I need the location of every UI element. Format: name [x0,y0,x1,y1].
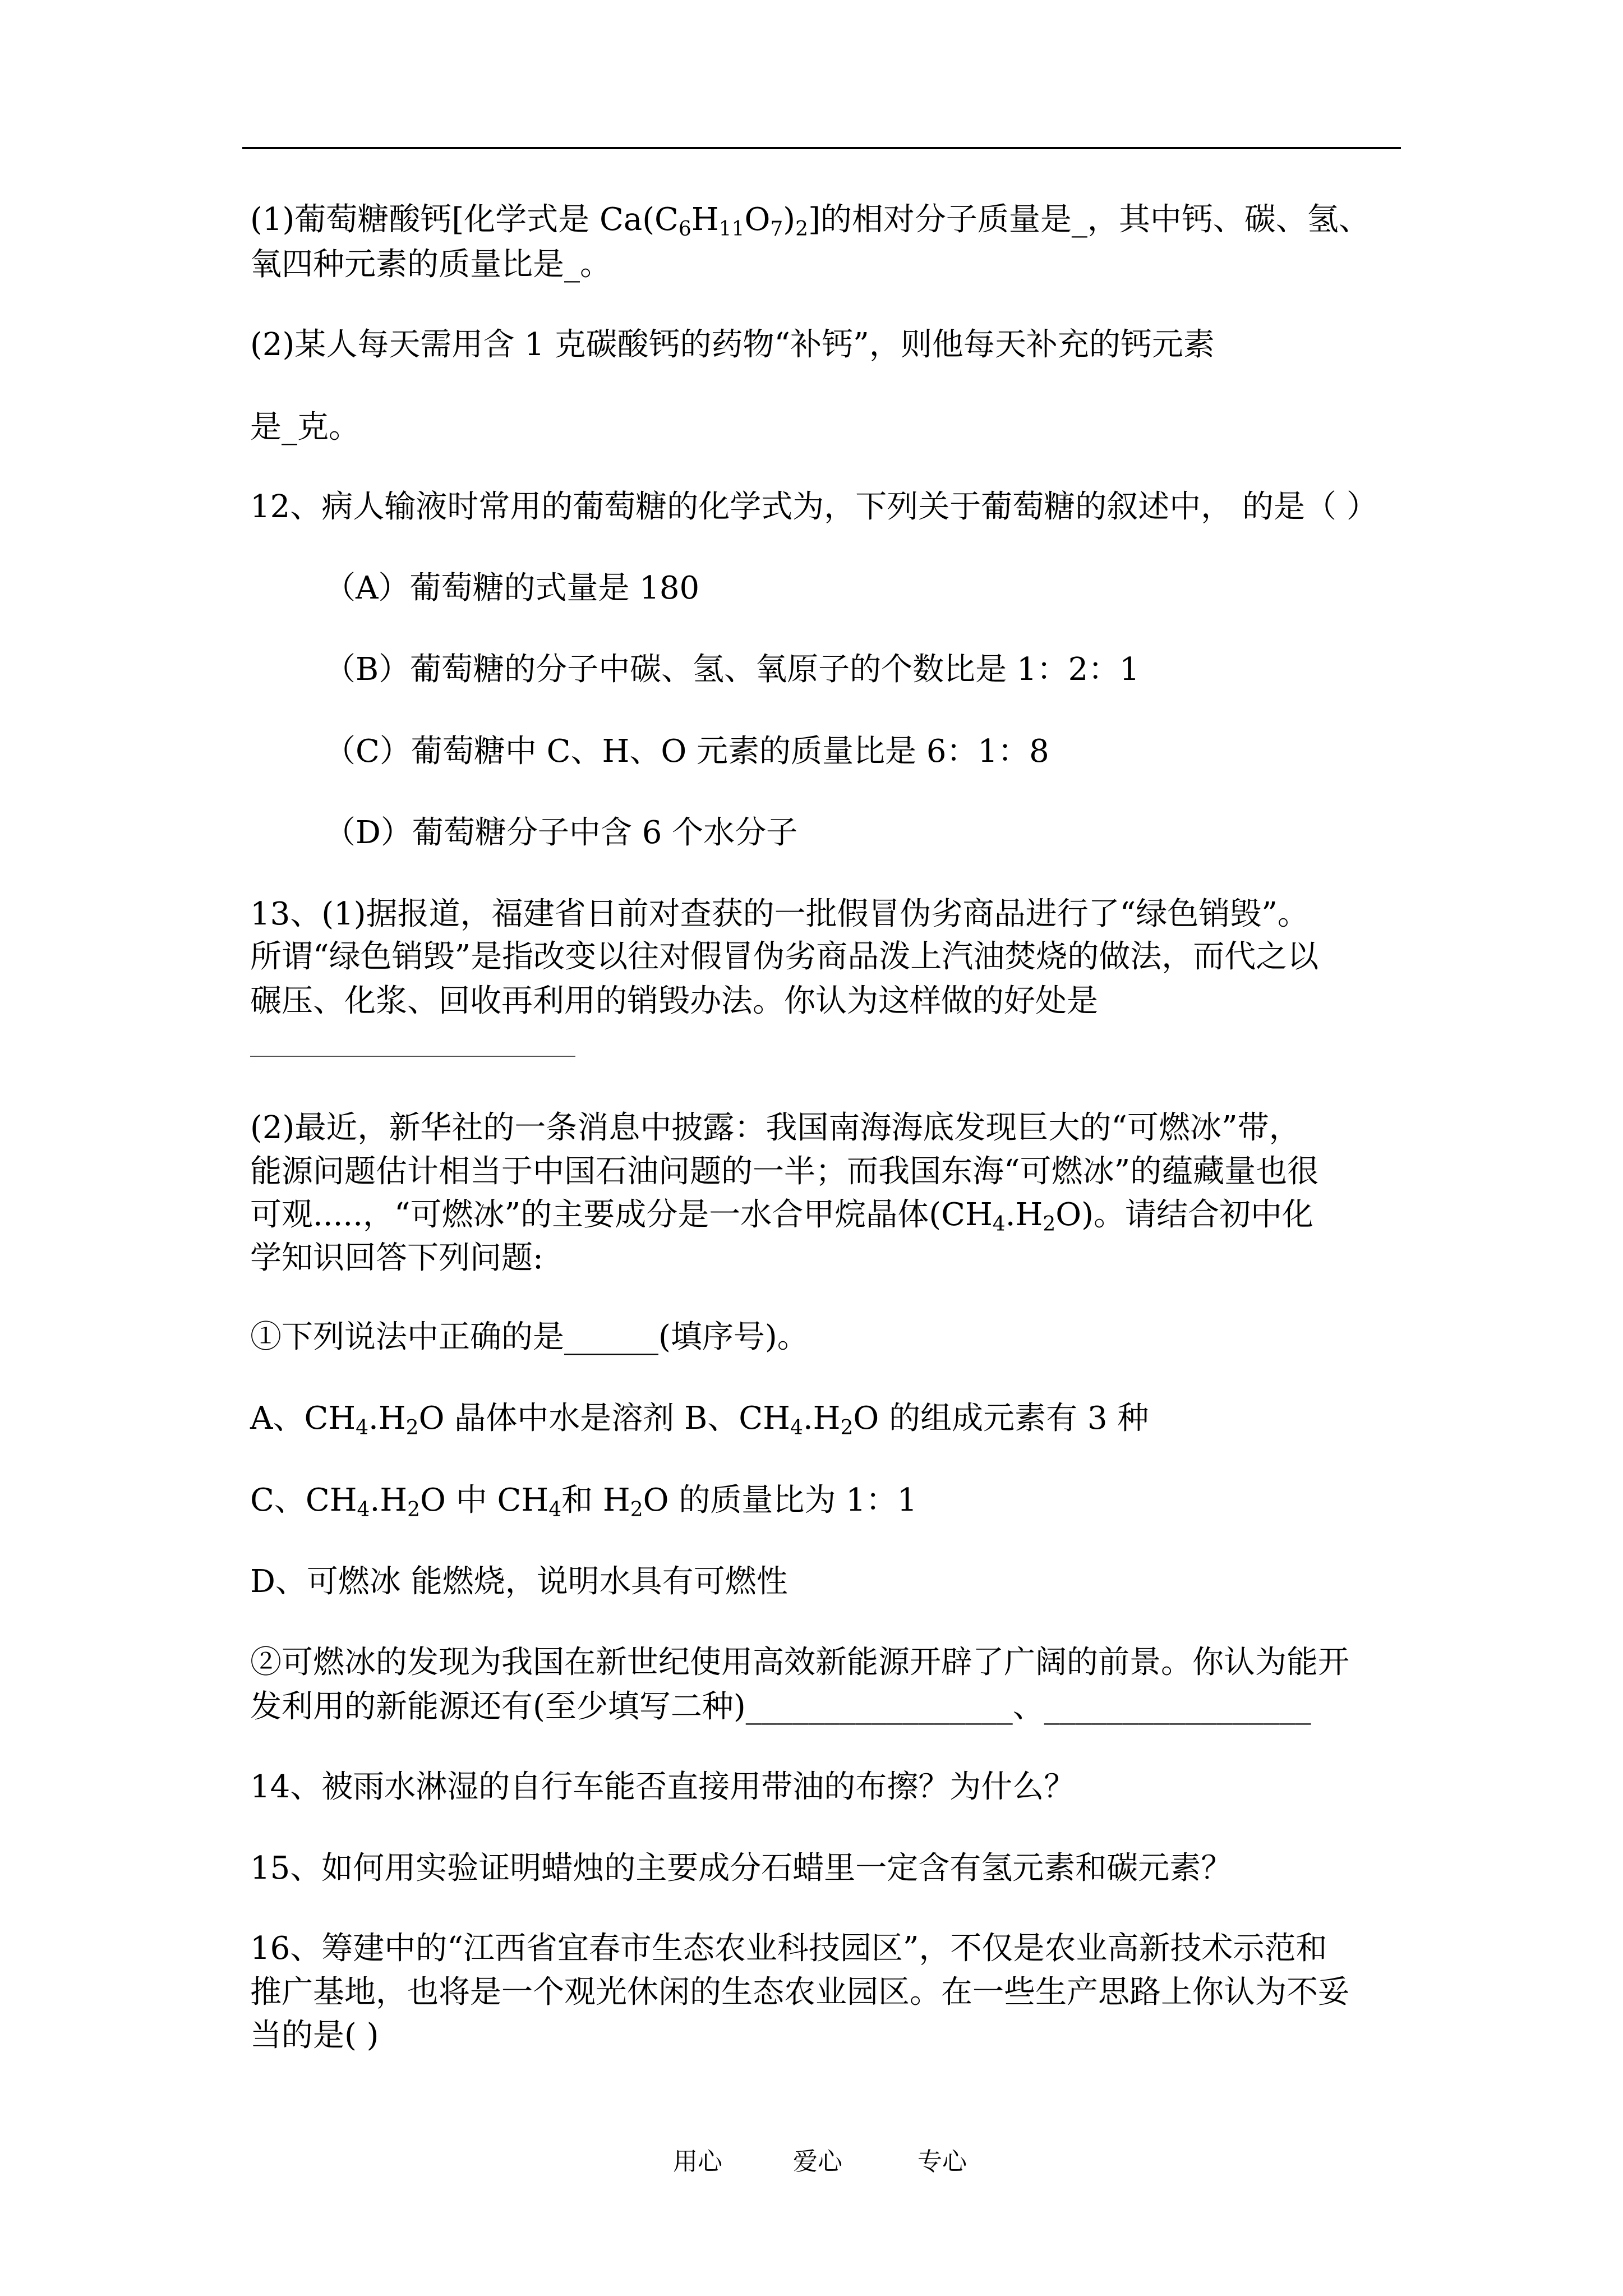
q13-sub2-line2: 发利用的新能源还有(至少填写二种)_________________、_________________ [250,1688,1311,1725]
answer-blank-line [250,1056,575,1057]
q13-part2-line2: 能源问题估计相当于中国石油问题的一半；而我国东海“可燃冰”的蕴藏量也很 [250,1153,1319,1190]
q11-part2-line1: (2)某人每天需用含 1 克碳酸钙的药物“补钙”，则他每天补充的钙元素 [250,326,1215,363]
q12-stem: 12、病人输液时常用的葡萄糖的化学式为，下列关于葡萄糖的叙述中， 的是（ ） [250,489,1378,525]
footer-zhuanxin: 专心 [917,2147,967,2176]
header-rule [242,147,1401,149]
q11-part1-line1: (1)葡萄糖酸钙[化学式是 $Ca(C_6H_{11}O_7)_2$]的相对分子质量是_，其中钙、碳、氢、 [250,201,1370,241]
q13-part1-line2: 所谓“绿色销毁”是指改变以往对假冒伪劣商品泼上汽油焚烧的做法，而代之以 [250,938,1319,975]
q13-sub1-option-d: D、可燃冰 能燃烧，说明水具有可燃性 [250,1563,788,1600]
q11-part1-line2: 氧四种元素的质量比是_。 [250,246,611,283]
q14: 14、被雨水淋湿的自行车能否直接用带油的布擦？为什么？ [250,1769,1076,1805]
q16-line2: 推广基地，也将是一个观光休闲的生态农业园区。在一些生产思路上你认为不妥 [250,1974,1349,2010]
q12-option-a: （A）葡萄糖的式量是 180 [324,570,700,606]
q12-option-b: （B）葡萄糖的分子中碳、氢、氧原子的个数比是 1：2：1 [324,651,1140,688]
footer-aixin: 爱心 [793,2147,842,2176]
q13-sub1-option-c: C、$CH_4.H_2O$ 中 $CH_4$和 $H_2O$ 的质量比为 1：1 [250,1482,917,1521]
q13-sub1-options-ab: A、$CH_4.H_2O$ 晶体中水是溶剂 B、$CH_4.H_2O$ 的组成元素有 3 种 [250,1400,1149,1439]
q13-part1-line1: 13、(1)据报道，福建省日前对查获的一批假冒伪劣商品进行了“绿色销毁”。 [250,896,1309,932]
q13-sub2-line1: ②可燃冰的发现为我国在新世纪使用高效新能源开辟了广阔的前景。你认为能开 [250,1644,1349,1681]
q13-part2-line3: 可观.....，“可燃冰”的主要成分是一水合甲烷晶体$(CH_4.H_2O)$。请结合初中化 [250,1197,1314,1236]
q16-line3: 当的是( ) [250,2017,379,2054]
footer-yongxin: 用心 [673,2147,722,2176]
q13-part1-line3: 碾压、化浆、回收再利用的销毁办法。你认为这样做的好处是 [250,983,1098,1019]
q12-option-d: （D）葡萄糖分子中含 6 个水分子 [324,815,798,851]
q15: 15、如何用实验证明蜡烛的主要成分石蜡里一定含有氢元素和碳元素？ [250,1850,1233,1887]
q13-part2-line1: (2)最近，新华社的一条消息中披露：我国南海海底发现巨大的“可燃冰”带， [250,1110,1301,1146]
q16-line1: 16、筹建中的“江西省宜春市生态农业科技园区”，不仅是农业高新技术示范和 [250,1930,1327,1967]
q13-sub1-stem: ①下列说法中正确的是______(填序号)。 [250,1319,809,1355]
q13-part2-line4: 学知识回答下列问题: [250,1240,543,1276]
q12-option-c: （C）葡萄糖中 C、H、O 元素的质量比是 6：1：8 [324,733,1049,770]
q11-part2-line2: 是_克。 [250,409,360,445]
